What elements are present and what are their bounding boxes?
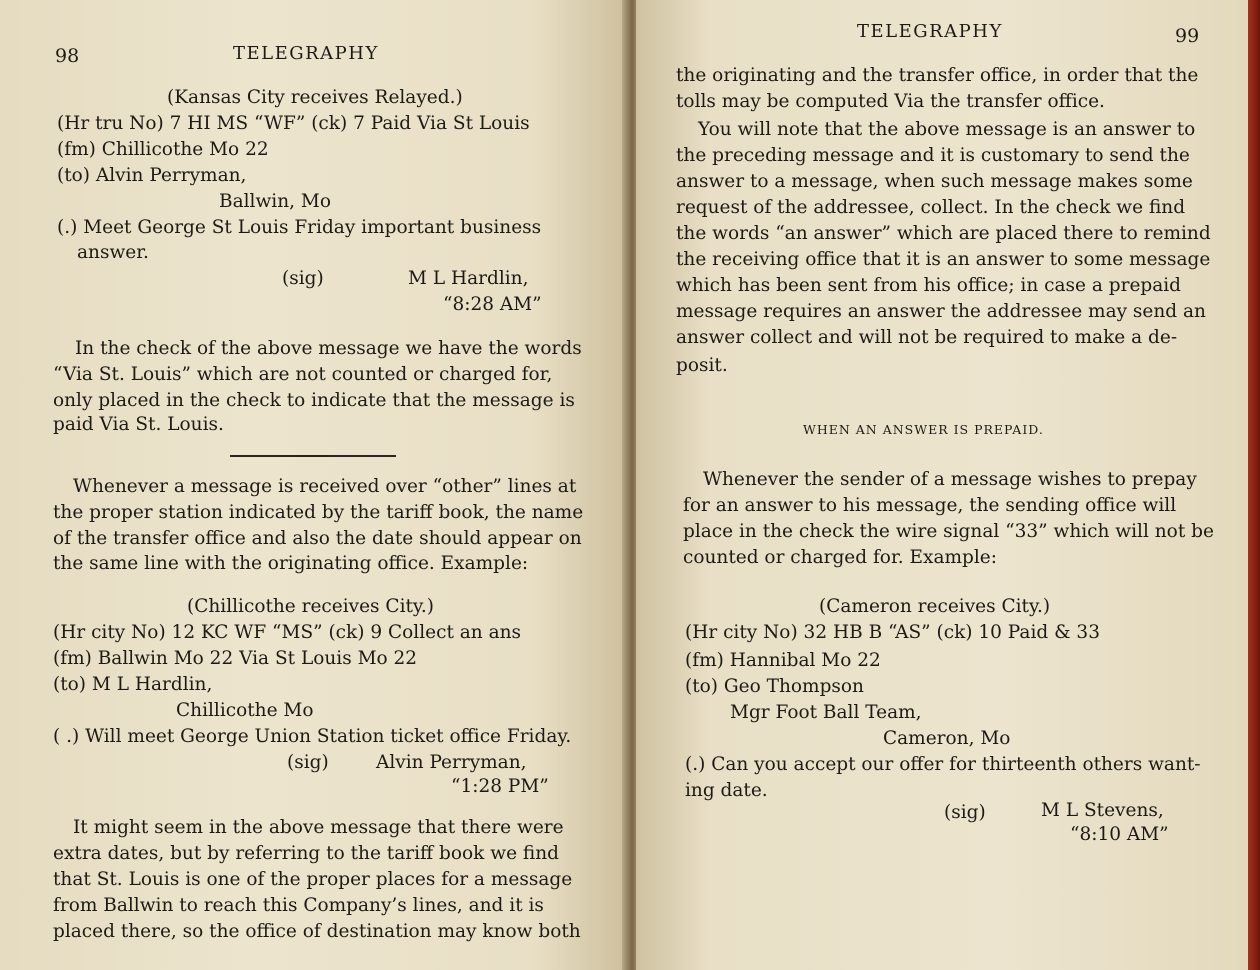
message-check-line: (Hr city No) 12 KC WF “MS” (ck) 9 Collect an ans <box>53 622 522 643</box>
message-address-city: Ballwin, Mo <box>219 191 331 212</box>
signature-label: (sig) <box>287 752 329 773</box>
running-head: TELEGRAPHY <box>857 21 1003 42</box>
message-from-line: (fm) Chillicothe Mo 22 <box>57 139 269 160</box>
message-body-line: answer. <box>77 242 149 263</box>
message-time: “1:28 PM” <box>451 776 549 797</box>
message-address-line: Mgr Foot Ball Team, <box>730 702 922 723</box>
message-time: “8:28 AM” <box>443 294 542 315</box>
right-page <box>636 0 1248 970</box>
message-body-line: ( .) Will meet George Union Station ticket office Friday. <box>53 726 572 747</box>
signature-label: (sig) <box>282 268 324 289</box>
signature-name: M L Stevens, <box>1041 800 1164 821</box>
message-from-line: (fm) Ballwin Mo 22 Via St Louis Mo 22 <box>53 648 418 669</box>
paragraph-line: extra dates, but by referring to the tariff book we find <box>53 843 560 864</box>
example-caption: (Cameron receives City.) <box>819 596 1051 617</box>
book-cover-edge <box>1248 0 1260 970</box>
paragraph-line: counted or charged for. Example: <box>683 547 997 568</box>
message-from-line: (fm) Hannibal Mo 22 <box>685 650 881 671</box>
paragraph-line: Whenever the sender of a message wishes to prepay <box>703 469 1197 490</box>
paragraph-line: posit. <box>676 355 728 376</box>
paragraph-line: place in the check the wire signal “33” which will not be <box>683 521 1214 542</box>
paragraph-line: the same line with the originating office. Example: <box>53 553 529 574</box>
paragraph-line: paid Via St. Louis. <box>53 414 224 435</box>
message-to-line: (to) Geo Thompson <box>685 676 864 697</box>
page-number: 98 <box>55 45 80 67</box>
paragraph-line: the originating and the transfer office, in order that the <box>676 65 1199 86</box>
section-heading: WHEN AN ANSWER IS PREPAID. <box>803 422 1044 437</box>
message-body-line: ing date. <box>685 780 768 801</box>
paragraph-line: from Ballwin to reach this Company’s lines, and it is <box>53 895 544 916</box>
message-address-city: Cameron, Mo <box>883 728 1011 749</box>
message-time: “8:10 AM” <box>1070 824 1169 845</box>
paragraph-line: answer to a message, when such message makes some <box>676 171 1193 192</box>
message-to-line: (to) M L Hardlin, <box>53 674 213 695</box>
paragraph-line: the proper station indicated by the tariff book, the name <box>53 502 584 523</box>
paragraph-line: the receiving office that it is an answer to some message <box>676 249 1211 270</box>
paragraph-line: message requires an answer the addressee may send an <box>676 301 1206 322</box>
message-check-line: (Hr city No) 32 HB B “AS” (ck) 10 Paid & 33 <box>685 622 1100 643</box>
paragraph-line: It might seem in the above message that there were <box>73 817 564 838</box>
paragraph-line: Whenever a message is received over “other” lines at <box>73 476 577 497</box>
paragraph-line: tolls may be computed Via the transfer office. <box>676 91 1105 112</box>
paragraph-line: the preceding message and it is customary to send the <box>676 145 1190 166</box>
paragraph-line: “Via St. Louis” which are not counted or charged for, <box>53 364 553 385</box>
example-caption: (Kansas City receives Relayed.) <box>167 87 463 108</box>
paragraph-line: request of the addressee, collect. In the check we find <box>676 197 1186 218</box>
paragraph-line: that St. Louis is one of the proper places for a message <box>53 869 573 890</box>
paragraph-line: which has been sent from his office; in case a prepaid <box>676 275 1182 296</box>
paragraph-line: of the transfer office and also the date should appear on <box>53 528 582 549</box>
signature-label: (sig) <box>944 802 986 823</box>
left-page <box>0 0 628 970</box>
running-head: TELEGRAPHY <box>233 43 379 64</box>
message-check-line: (Hr tru No) 7 HI MS “WF” (ck) 7 Paid Via St Louis <box>57 113 530 134</box>
section-divider <box>230 455 396 457</box>
signature-name: M L Hardlin, <box>408 268 529 289</box>
message-body-line: (.) Meet George St Louis Friday important business <box>57 217 542 238</box>
paragraph-line: only placed in the check to indicate that the message is <box>53 390 575 411</box>
paragraph-line: answer collect and will not be required to make a de- <box>676 327 1178 348</box>
message-body-line: (.) Can you accept our offer for thirteenth others want- <box>685 754 1201 775</box>
paragraph-line: In the check of the above message we have the words <box>75 338 582 359</box>
paragraph-line: the words “an answer” which are placed there to remind <box>676 223 1211 244</box>
signature-name: Alvin Perryman, <box>376 752 527 773</box>
paragraph-line: You will note that the above message is an answer to <box>698 119 1196 140</box>
paragraph-line: placed there, so the office of destination may know both <box>53 921 581 942</box>
message-address-city: Chillicothe Mo <box>176 700 314 721</box>
example-caption: (Chillicothe receives City.) <box>187 596 435 617</box>
paragraph-line: for an answer to his message, the sending office will <box>683 495 1177 516</box>
page-number: 99 <box>1175 25 1200 47</box>
message-to-line: (to) Alvin Perryman, <box>57 165 247 186</box>
